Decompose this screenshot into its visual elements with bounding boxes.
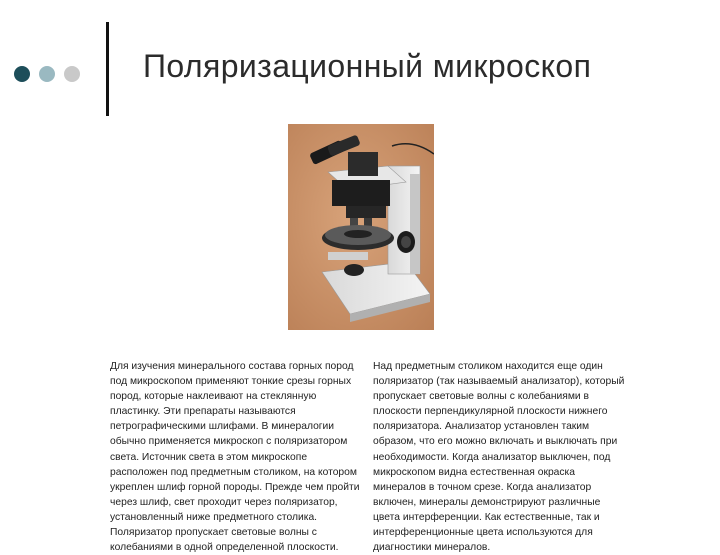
title-divider	[106, 22, 109, 116]
dot-grey	[64, 66, 80, 82]
microscope-photo	[288, 124, 434, 330]
bullet-dots	[14, 66, 80, 82]
dot-light-blue	[39, 66, 55, 82]
text-column-right: Над предметным столиком находится еще один поляризатор (так называемый анализатор), который пропускает световые волны с колебаниями в плоскости перпендикулярной плоскости нижнего поляризатора. Анализатор установлен таким образом, что его можно включать и выключать при необходимости. Когда анализатор выключен, под микроскопом видна естественная окраска минералов в точном срезе. Когда анализатор включен, минералы демонстрируют различные цвета интерференции. Как естественные, так и интерференционные цвета используются для диагностики минералов.	[373, 361, 625, 554]
slide-title: Поляризационный микроскоп	[143, 48, 592, 84]
dot-dark	[14, 66, 30, 82]
text-column-left: Для изучения минерального состава горных пород под микроскопом применяют тонкие срезы горных пород, которые наклеивают на стеклянную пластинку. Эти препараты называются петрографическими шлифами. В минералогии обычно применяется микроскоп с поляризатором света. Источник света в этом микроскопе расположен под предметным столиком, на котором укреплен шлиф горной породы. Прежде чем пройти через шлиф, свет проходит через поляризатор, установленный ниже предметного столика. Поляризатор пропускает световые волны с колебаниями в одной определенной плоскости.	[110, 361, 360, 554]
